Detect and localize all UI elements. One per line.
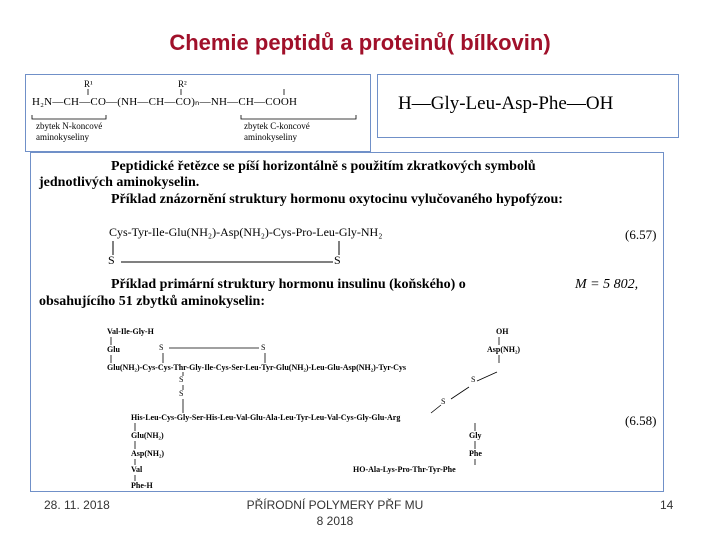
footer-center-line-2: 8 2018 [316,514,354,528]
insulin-s-a4: S [179,389,184,398]
page-number: 14 [660,498,674,512]
footer-center-line-1: PŘÍRODNÍ POLYMERY PŘF MU [246,498,424,512]
r2-label: R² [178,79,187,89]
insulin-chain-a: Glu(NH₂)-Cys-Cys-Thr-Gly-Ile-Cys-Ser-Leu-Tyr-Glu(NH₂)-Leu-Glu-Asp(NH₂)-Tyr-Cys [107,363,407,372]
text-line-2: jednotlivých aminokyselin. [39,175,200,190]
text-line-4: Příklad primární struktury hormonu insulinu (koňského) o [111,277,466,292]
example-sequence-box [377,74,679,138]
insulin-oh: OH [496,327,509,336]
insulin-phe-h: Phe-H [131,481,153,490]
example-sequence: H—Gly-Leu-Asp-Phe—OH [398,93,614,114]
sulfur-left: S [108,253,115,267]
insulin-phe: Phe [469,449,482,458]
slide-title: Chemie peptidů a proteinů( bílkovin) [169,30,551,55]
insulin-bonds [31,153,663,491]
equation-number-2: (6.58) [625,413,657,428]
general-formula-brackets [26,75,370,151]
text-line-3: Příklad znázornění struktury hormonu oxytocinu vylučovaného hypofýzou: [111,192,563,207]
insulin-gly: Gly [469,431,482,440]
sulfur-right: S [334,253,341,267]
general-formula: H₂N—CH—CO—(NH—CH—CO)ₙ—NH—CH—COOH [32,96,298,108]
n-terminal-label-1: zbytek N-koncové [36,121,103,131]
oxytocin-sequence: Cys-Tyr-Ile-Glu(NH₂)-Asp(NH₂)-Cys-Pro-Leu-Gly-NH₂ [109,225,383,239]
text-line-1: Peptidické řetězce se píší horizontálně s použitím zkratkových symbolů [111,159,536,174]
insulin-asp: Asp(NH₂) [487,345,521,354]
insulin-glu-nh2: Glu(NH₂) [131,431,164,440]
insulin-asp-nh2: Asp(NH₂) [131,449,165,458]
c-terminal-label-2: aminokyseliny [244,132,297,142]
insulin-s-a6: S [441,397,446,406]
insulin-s-a3: S [179,375,184,384]
insulin-s-a1: S [159,343,164,352]
insulin-chain-b: His-Leu-Cys-Gly-Ser-His-Leu-Val-Glu-Ala-Leu-Tyr-Leu-Val-Cys-Gly-Glu-Arg [131,413,401,422]
r1-label: R¹ [84,79,93,89]
general-formula-box [25,74,371,152]
n-terminal-label-2: aminokyseliny [36,132,89,142]
insulin-tail: HO-Ala-Lys-Pro-Thr-Tyr-Phe [353,465,456,474]
insulin-val: Val [131,465,143,474]
peptide-chains-box [30,152,664,492]
text-line-5: obsahujícího 51 zbytků aminokyselin: [39,294,265,309]
c-terminal-label-1: zbytek C-koncové [244,121,310,131]
insulin-glu: Glu [107,345,120,354]
insulin-mass: M = 5 802, [575,277,639,292]
footer-date: 28. 11. 2018 [44,498,110,512]
equation-number-1: (6.57) [625,227,657,242]
insulin-a-start: Val-Ile-Gly-H [107,327,154,336]
insulin-s-a5: S [471,375,476,384]
insulin-s-a2: S [261,343,266,352]
